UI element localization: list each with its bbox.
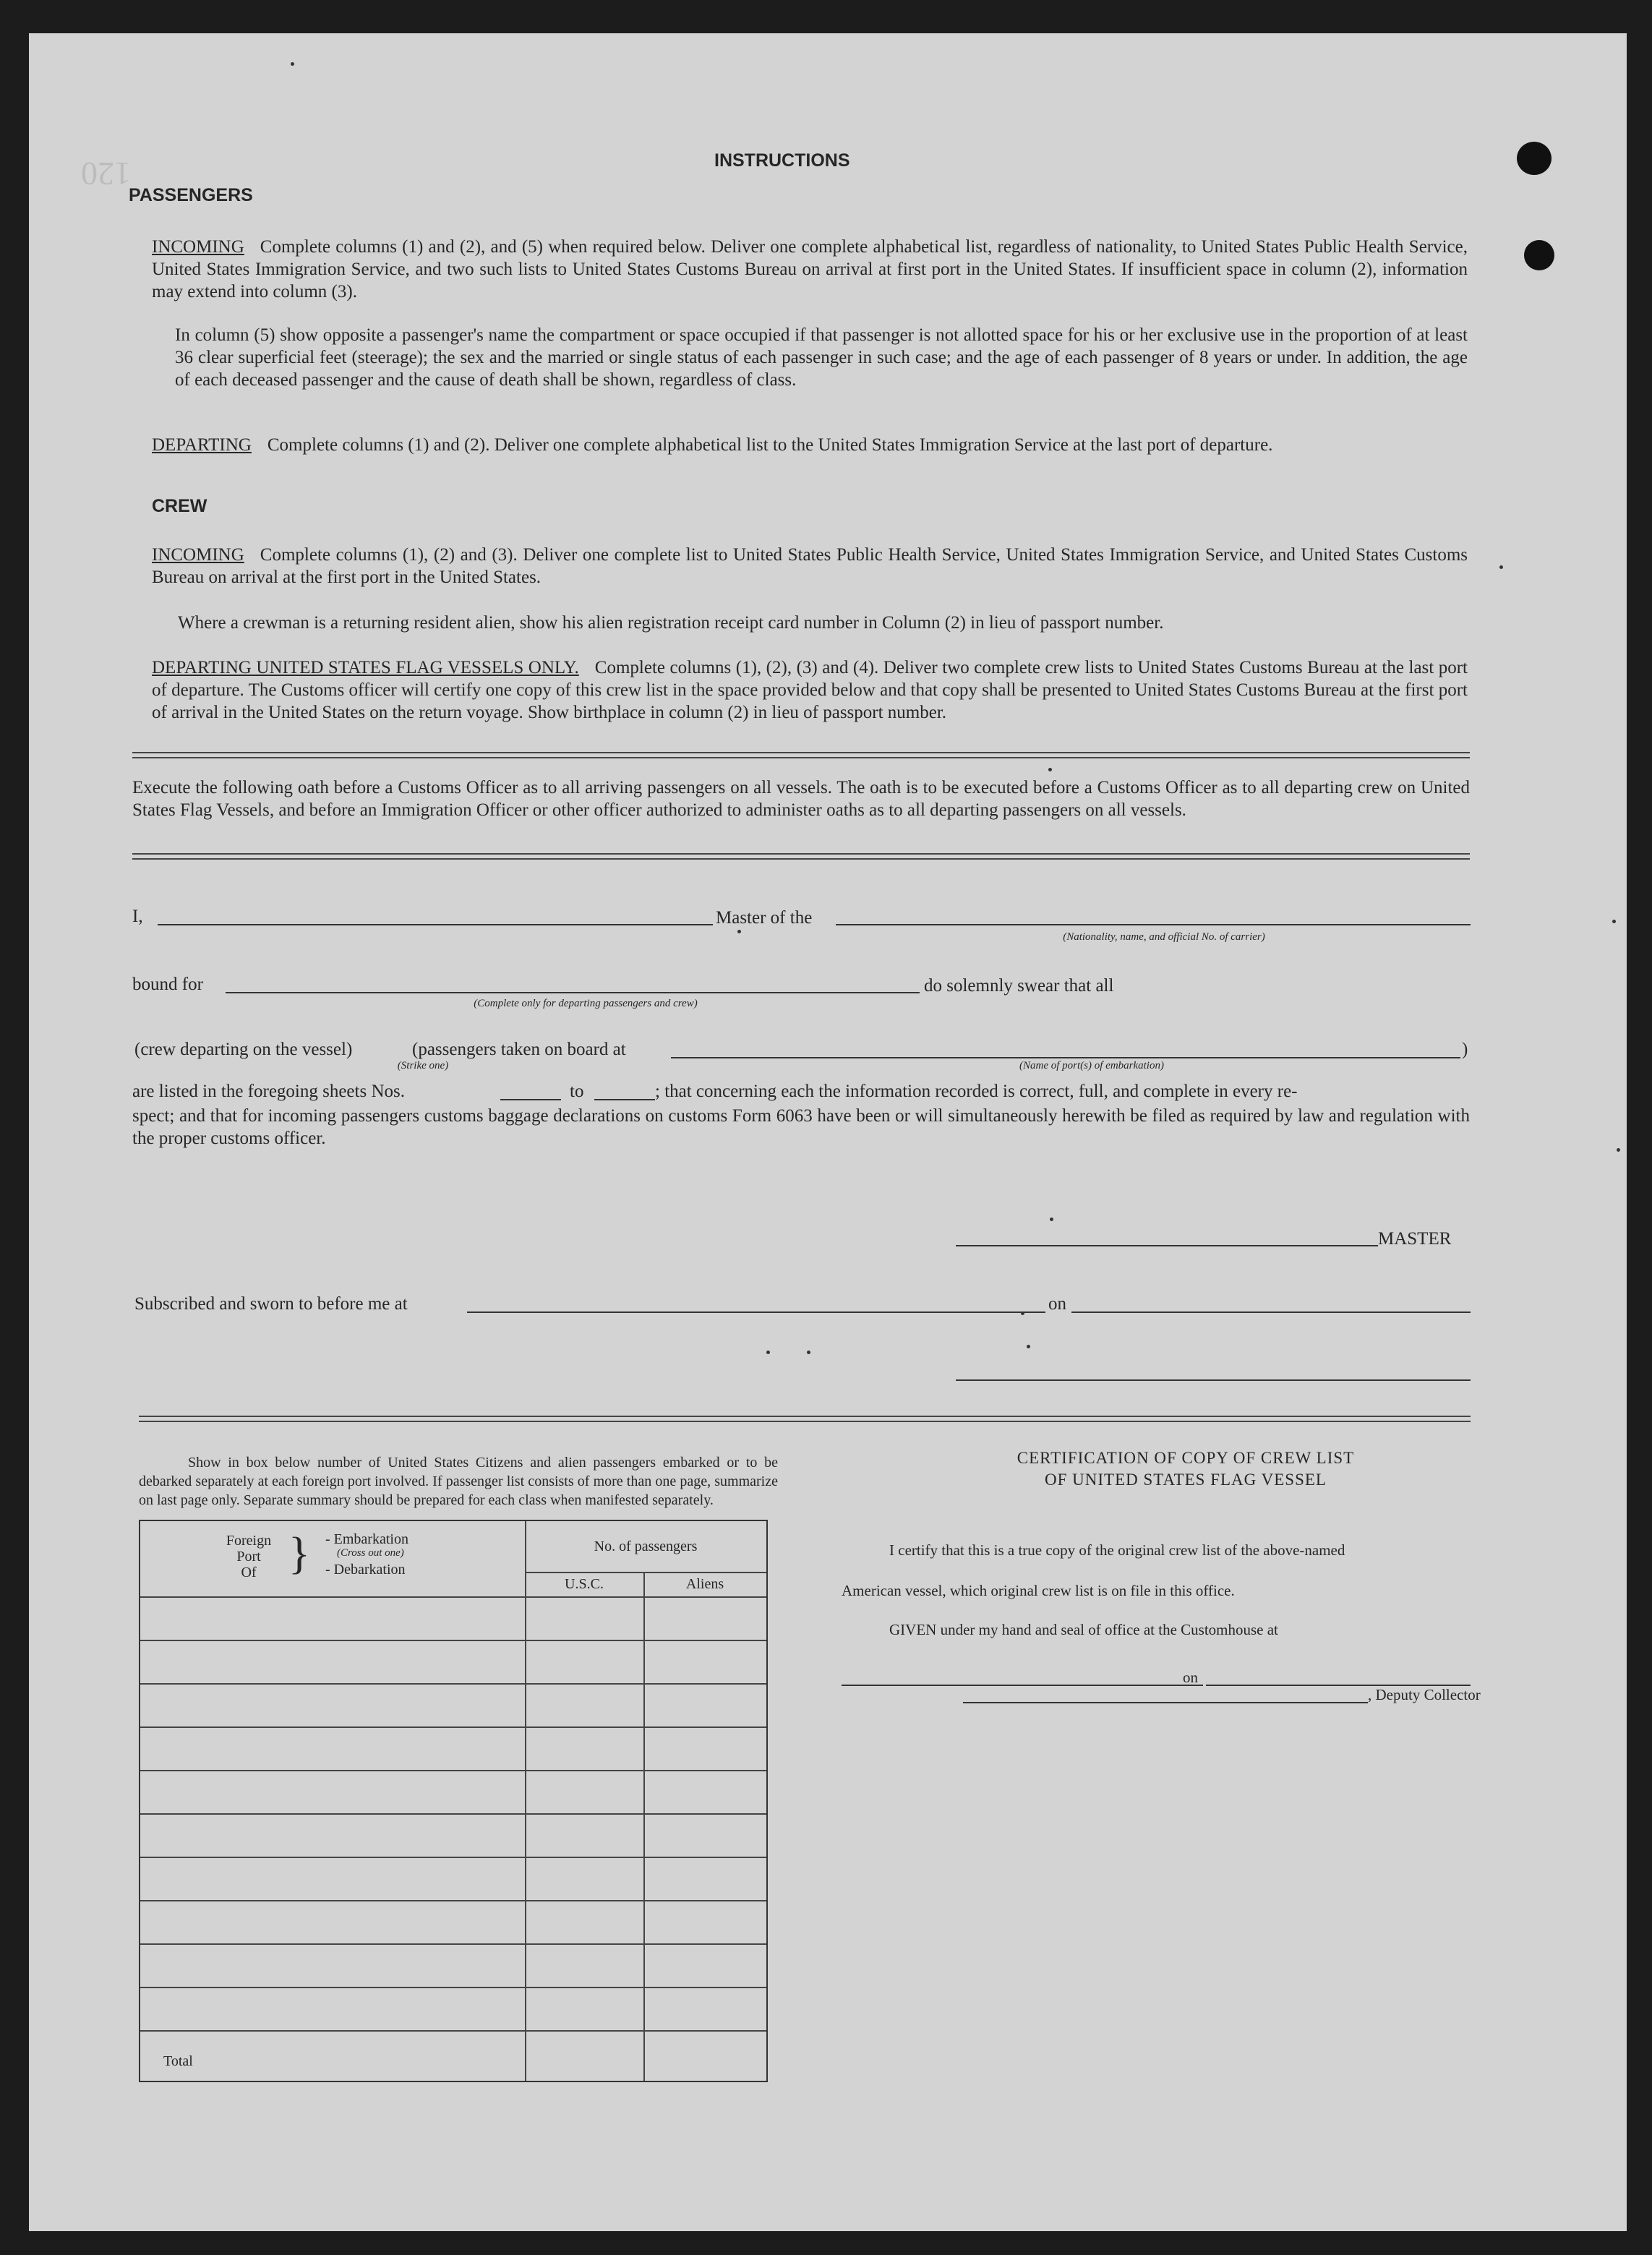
instructions-title: INSTRUCTIONS <box>714 150 850 171</box>
passenger-summary-table <box>139 1520 768 2082</box>
crew-departing-option[interactable]: (crew departing on the vessel) <box>134 1040 353 1059</box>
table-row[interactable] <box>140 1726 766 1728</box>
speck <box>766 1351 770 1354</box>
passengers-departing-label: DEPARTING <box>152 435 252 455</box>
port-field[interactable] <box>671 1057 1460 1058</box>
of-label: Of <box>241 1565 257 1580</box>
no-passengers-header: No. of passengers <box>594 1539 698 1554</box>
deputy-collector-field[interactable] <box>963 1702 1368 1703</box>
swear-text: do solemnly swear that all <box>924 976 1114 996</box>
passengers-incoming-text: Complete columns (1) and (2), and (5) when required below. Deliver one complete alphabetical list, regardless of nationality, to United States Public Health Service, United States Immigration Service, and two such lists to United States Customs Bureau on arrival at first port in the United States. If insufficient space in column (2), information may extend into column (3). <box>152 237 1468 301</box>
sworn-place-field[interactable] <box>467 1312 1045 1313</box>
certification-title-line2: OF UNITED STATES FLAG VESSEL <box>1045 1471 1327 1489</box>
section-divider <box>139 1416 1471 1422</box>
crew-resident: Where a crewman is a returning resident alien, show his alien registration receipt card number in Column (2) in lieu of passport number. <box>178 613 1164 633</box>
ink-blot <box>1524 240 1554 270</box>
speck <box>807 1351 810 1354</box>
port-note: (Name of port(s) of embarkation) <box>1019 1060 1164 1071</box>
brace-icon: } <box>288 1529 310 1578</box>
sheet-to-field[interactable] <box>594 1099 655 1100</box>
table-row[interactable] <box>140 1813 766 1815</box>
listed-respect-text: spect; and that for incoming passengers customs baggage declarations on customs Form 6063 have been or will simultaneously herewith be filed as required by law and regulation with the proper customs officer. <box>132 1106 1470 1148</box>
debarkation-option[interactable]: - Debarkation <box>325 1562 406 1578</box>
master-name-field[interactable] <box>158 924 713 925</box>
crew-heading: CREW <box>152 496 207 516</box>
strike-one-note: (Strike one) <box>397 1060 449 1071</box>
sworn-on-label: on <box>1048 1294 1066 1314</box>
customhouse-field[interactable] <box>842 1685 1203 1686</box>
speck <box>1048 768 1052 771</box>
passengers-column5: In column (5) show opposite a passenger's name the compartment or space occupied if that passenger is not allotted space for his or her exclusive use in the proportion of at least 36 clear superficial feet (steerage); the sex and the married or single status of each passenger in such case; and the age of each passenger of 8 years or under. In addition, the age of each deceased passenger and the cause of death shall be shown, regardless of class. <box>175 325 1468 390</box>
port-label: Port <box>236 1549 261 1565</box>
page-number-mark: 120 <box>81 155 131 192</box>
crew-departing-label: DEPARTING UNITED STATES FLAG VESSELS ONLY. <box>152 658 579 677</box>
subscribed-label: Subscribed and sworn to before me at <box>134 1294 408 1314</box>
master-signature-label: MASTER <box>1378 1229 1452 1249</box>
cross-out-note: (Cross out one) <box>337 1547 404 1559</box>
speck <box>1021 1312 1024 1315</box>
master-signature-field[interactable] <box>956 1245 1378 1246</box>
usc-header: U.S.C. <box>565 1576 604 1592</box>
oath-intro: Execute the following oath before a Customs Officer as to all arriving passengers on all vessels. The oath is to be executed before a Customs Officer as to all departing crew on United States Flag Vessels, and before an Immigration Officer or other officer authorized to administer oaths as to all departing passengers on all vessels. <box>132 778 1470 820</box>
crew-incoming-text: Complete columns (1), (2) and (3). Deliver one complete list to United States Public Health Service, United States Immigration Service, and United States Customs Bureau on arrival at the first port in the United States. <box>152 545 1468 587</box>
speck <box>1617 1148 1620 1152</box>
oath-i-label: I, <box>132 907 143 926</box>
carrier-field[interactable] <box>836 924 1471 925</box>
table-row[interactable] <box>140 1770 766 1771</box>
foreign-label: Foreign <box>226 1533 272 1549</box>
bound-note: (Complete only for departing passengers and crew) <box>474 998 698 1009</box>
crew-incoming <box>152 544 1468 589</box>
form-sheet <box>29 33 1627 2231</box>
total-label: Total <box>163 2053 193 2069</box>
aliens-header: Aliens <box>685 1576 724 1592</box>
carrier-note: (Nationality, name, and official No. of carrier) <box>1063 931 1265 943</box>
table-row[interactable] <box>140 1857 766 1858</box>
speck <box>1050 1218 1053 1221</box>
bound-for-field[interactable] <box>226 992 920 993</box>
passengers-incoming <box>152 236 1468 303</box>
foreign-port-of-label <box>213 1533 285 1580</box>
summary-instructions: Show in box below number of United States Citizens and alien passengers embarked or to be debarked separately at each foreign port involved. If passenger list consists of more than one page, summarize on last page only. Separate summary should be prepared for each class when manifested separately. <box>139 1455 778 1508</box>
certification-on-label: on <box>1183 1669 1198 1686</box>
given-line: GIVEN under my hand and seal of office at the Customhouse at <box>889 1621 1278 1638</box>
certify-line1: I certify that this is a true copy of the original crew list of the above-named <box>889 1541 1345 1559</box>
section-divider <box>132 853 1470 860</box>
sworn-date-field[interactable] <box>1071 1312 1471 1313</box>
passengers-departing <box>152 434 1468 456</box>
certification-title-line1: CERTIFICATION OF COPY OF CREW LIST <box>1017 1449 1355 1467</box>
officer-signature-field[interactable] <box>956 1379 1471 1381</box>
speck <box>1499 565 1503 569</box>
table-rule <box>643 1572 645 2081</box>
deputy-collector-label: , Deputy Collector <box>1368 1686 1481 1703</box>
passengers-taken-option[interactable]: (passengers taken on board at <box>412 1040 626 1059</box>
table-row[interactable] <box>140 2030 766 2032</box>
speck <box>1612 920 1616 923</box>
certification-title <box>925 1447 1446 1491</box>
speck <box>291 62 294 66</box>
master-of-the-label: Master of the <box>716 908 813 928</box>
table-row[interactable] <box>140 1683 766 1685</box>
crew-incoming-label: INCOMING <box>152 545 244 565</box>
embarkation-option[interactable]: - Embarkation <box>325 1531 408 1547</box>
crew-departing <box>152 656 1468 724</box>
table-rule <box>525 1572 766 1573</box>
listed-concerning-text: ; that concerning each the information recorded is correct, full, and complete in every re- <box>655 1082 1298 1101</box>
table-rule <box>140 1596 766 1598</box>
table-row[interactable] <box>140 1943 766 1945</box>
table-row[interactable] <box>140 1900 766 1901</box>
ink-blot <box>1517 142 1552 175</box>
close-paren: ) <box>1462 1040 1468 1059</box>
table-row[interactable] <box>140 1987 766 1988</box>
listed-sheets-text: are listed in the foregoing sheets Nos. <box>132 1082 405 1101</box>
section-divider <box>132 752 1470 758</box>
speck <box>737 930 741 933</box>
speck <box>1027 1345 1030 1348</box>
sheet-from-field[interactable] <box>500 1099 561 1100</box>
certify-line2: American vessel, which original crew list is on file in this office. <box>842 1582 1235 1599</box>
crew-departing-text: Complete columns (1), (2), (3) and (4). Deliver two complete crew lists to United States Customs Bureau at the last port of departure. The Customs officer will certify one copy of this crew list in the space provided below and that copy shall be presented to United States Customs Bureau at the first port of arrival in the United States on the return voyage. Show birthplace in column (2) in lieu of passport number. <box>152 658 1468 722</box>
passengers-heading: PASSENGERS <box>129 185 253 205</box>
passengers-incoming-label: INCOMING <box>152 237 244 257</box>
bound-for-label: bound for <box>132 975 203 994</box>
table-rule <box>525 1521 526 2081</box>
passengers-departing-text: Complete columns (1) and (2). Deliver one complete alphabetical list to the United States Immigration Service at the last port of departure. <box>267 435 1273 455</box>
table-row[interactable] <box>140 1640 766 1641</box>
listed-to-text: to <box>570 1082 584 1101</box>
